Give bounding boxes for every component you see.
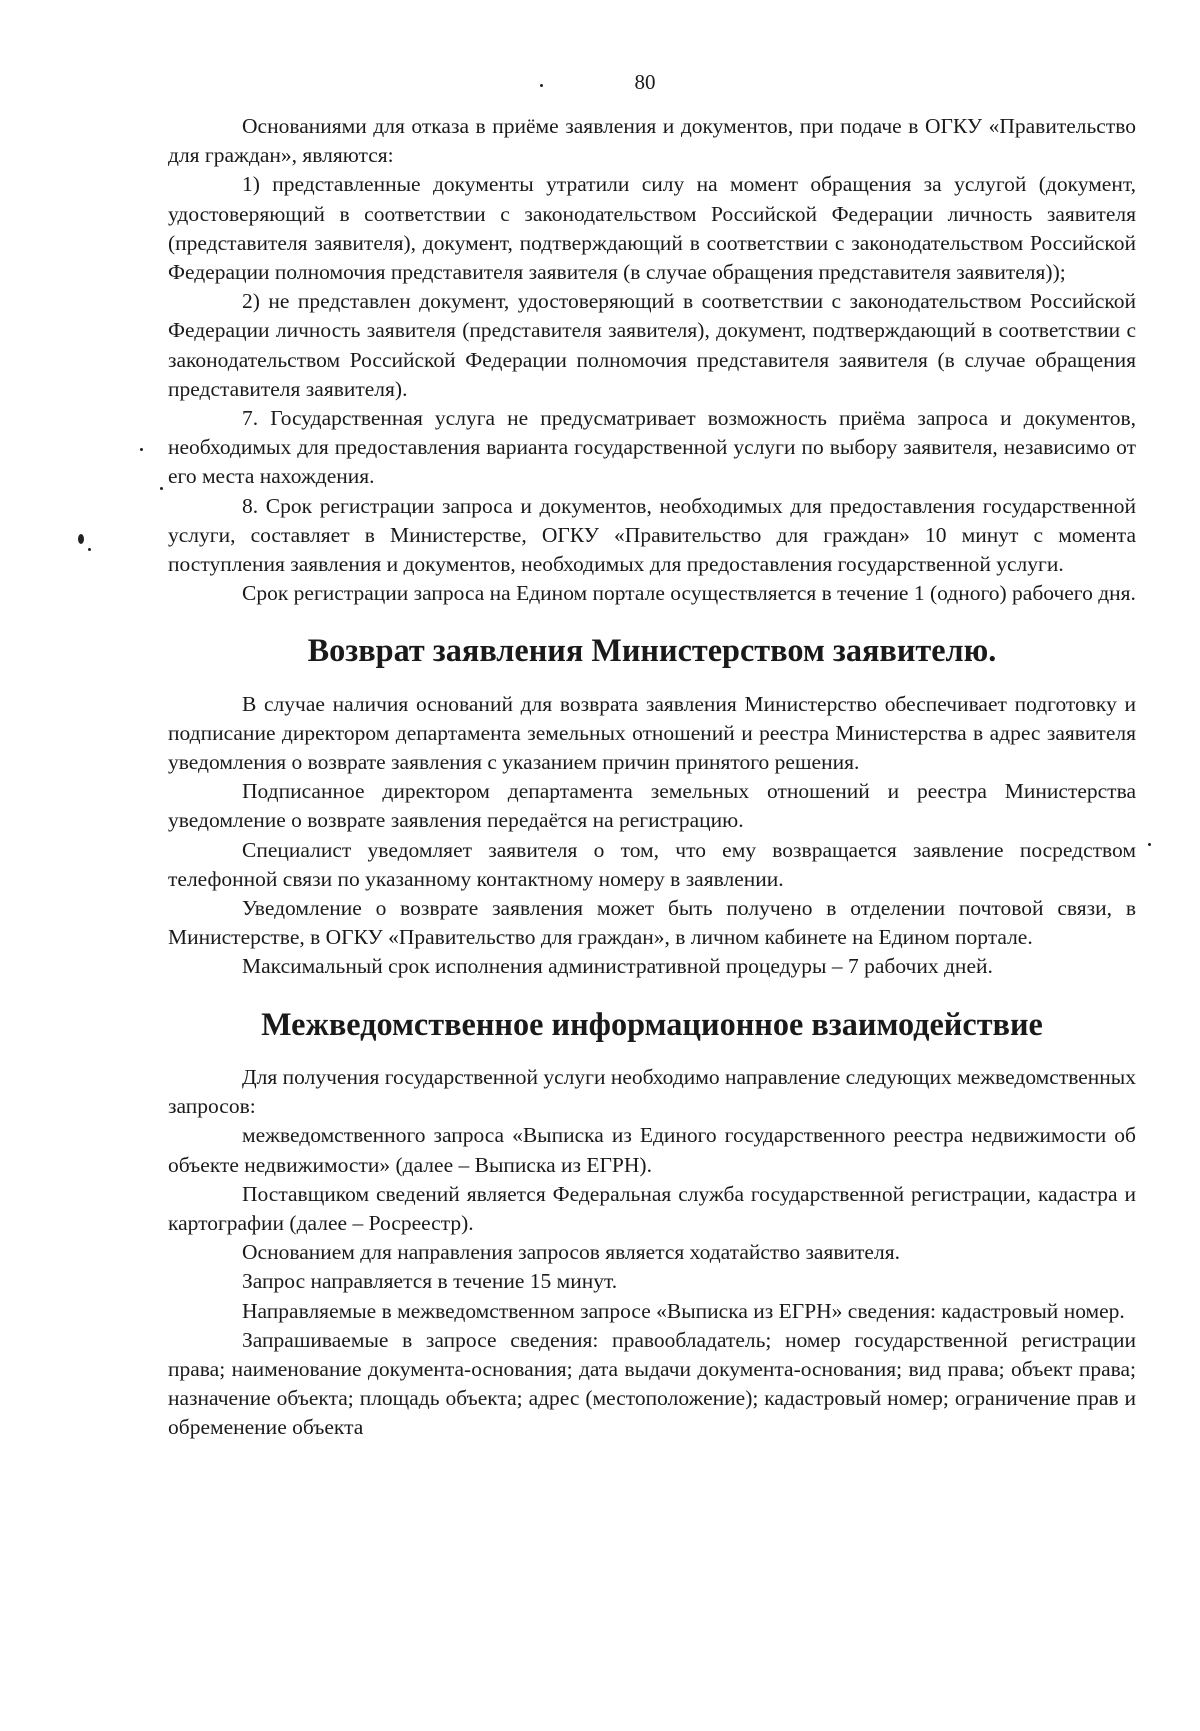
scan-speck (88, 548, 91, 551)
paragraph: межведомственного запроса «Выписка из Единого государственного реестра недвижимости об объекте недвижимости» (далее – Выписка из ЕГРН). (168, 1123, 1136, 1177)
scan-speck (1148, 843, 1151, 846)
paragraph: Запрос направляется в течение 15 минут. (242, 1269, 618, 1294)
paragraph: Для получения государственной услуги необходимо направление следующих межведомственных запросов: (168, 1064, 1136, 1119)
paragraph: Уведомление о возврате заявления может быть получено в отделении почтовой связи, в Министерстве, в ОГКУ «Правительство для граждан», в личном кабинете на Едином портале. (168, 896, 1136, 950)
paragraph: Направляемые в межведомственном запросе «Выписка из ЕГРН» сведения: кадастровый номер. (242, 1298, 1125, 1323)
interagency-section (168, 1063, 1136, 1443)
scan-speck (140, 448, 143, 451)
section-heading-return: Возврат заявления Министерством заявителю. (307, 632, 997, 669)
paragraph: 1) представленные документы утратили силу на момент обращения за услугой (документ, удостоверяющий в соответствии с законодательством Российской Федерации личность заявителя (представителя заявителя), документ, подтверждающий в соответствии с законодательством Российской Федерации полномочия представителя заявителя (в случае обращения представителя заявителя)); (168, 172, 1136, 285)
paragraph: Срок регистрации запроса на Едином портале осуществляется в течение 1 (одного) рабочего дня. (242, 581, 1136, 606)
paragraph: Специалист уведомляет заявителя о том, что ему возвращается заявление посредством телефонной связи по указанному контактному номеру в заявлении. (168, 837, 1136, 891)
paragraph: 2) не представлен документ, удостоверяющий в соответствии с законодательством Российской Федерации личность заявителя (представителя заявителя), документ, подтверждающий в соответствии с законодательством Российской Федерации полномочия представителя заявителя (в случае обращения представителя заявителя). (168, 289, 1136, 401)
scan-speck (160, 487, 163, 490)
paragraph: 7. Государственная услуга не предусматривает возможность приёма запроса и документов, необходимых для предоставления варианта государственной услуги по выбору заявителя, независимо от его места нахождения. (168, 406, 1136, 489)
page-number: 80 (634, 70, 656, 94)
paragraph: Максимальный срок исполнения административной процедуры – 7 рабочих дней. (242, 954, 993, 979)
paragraph: В случае наличия оснований для возврата заявления Министерство обеспечивает подготовку и подписание директором департамента земельных отношений и реестра Министерства в адрес заявителя уведомления о возврате заявления с указанием причин принятого решения. (168, 691, 1136, 775)
section-heading-interagency: Межведомственное информационное взаимодействие (261, 1005, 1043, 1042)
paragraph: Запрашиваемые в запросе сведения: правообладатель; номер государственной регистрации права; наименование документа-основания; дата выдачи документа-основания; вид права; объект права; назначение объекта; площадь объекта; адрес (местоположение); кадастровый номер; ограничение прав и обременение объекта (168, 1327, 1136, 1440)
scan-speck (78, 534, 84, 544)
paragraph: Основанием для направления запросов является ходатайство заявителя. (242, 1240, 900, 1265)
document-body (168, 112, 1136, 1443)
paragraph: Подписанное директором департамента земельных отношений и реестра Министерства уведомление о возврате заявления передаётся на регистрацию. (168, 779, 1136, 833)
return-section (168, 690, 1136, 982)
paragraph: 8. Срок регистрации запроса и документов, необходимых для предоставления государственной услуги, составляет в Министерстве, ОГКУ «Правительство для граждан» 10 минут с момента поступления заявления и документов, необходимых для предоставления государственной услуги. (168, 493, 1136, 577)
paragraph: Основаниями для отказа в приёме заявления и документов, при подаче в ОГКУ «Правительство для граждан», являются: (168, 114, 1136, 168)
scan-speck (540, 84, 543, 87)
paragraph: Поставщиком сведений является Федеральная служба государственной регистрации, кадастра и картографии (далее – Росреестр). (168, 1181, 1136, 1235)
refusal-grounds-section (168, 112, 1136, 608)
